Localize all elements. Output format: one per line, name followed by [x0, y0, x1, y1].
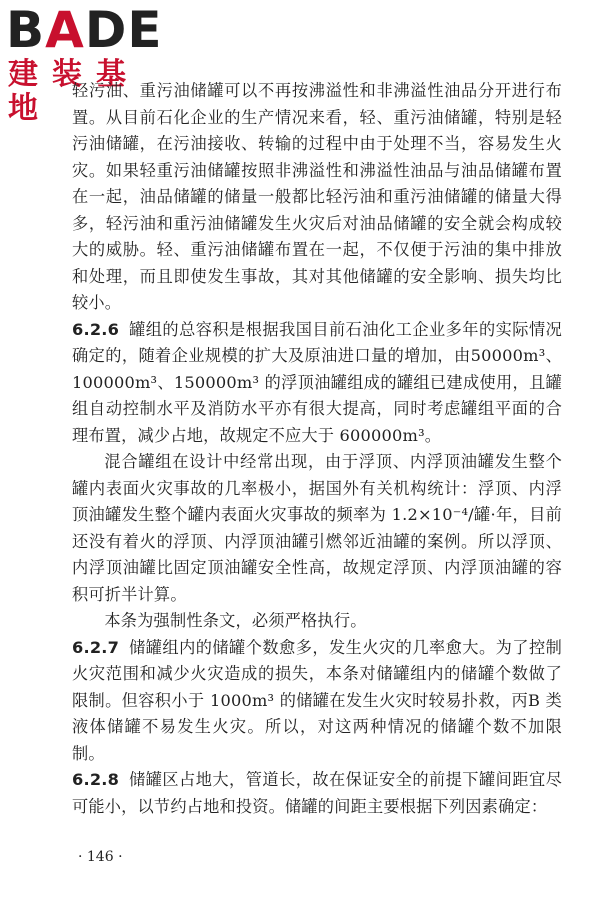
paragraph: [72, 635, 562, 768]
paragraph: [72, 317, 562, 450]
paragraph: [72, 767, 562, 820]
paragraph: [72, 449, 562, 608]
paragraph-text: 罐组的总容积是根据我国目前石油化工企业多年的实际情况确定的，随着企业规模的扩大及原油进口量的增加，由50000m³、100000m³、150000m³ 的浮顶油罐组成的罐组已建成使用，且罐组自动控制水平及消防水平亦有很大提高，同时考虑罐组平面的合理布置，减少占地，故规定不应大于 600000m³。: [72, 319, 562, 445]
page-number: · 146 ·: [78, 849, 123, 865]
paragraph-text: 轻污油、重污油储罐可以不再按沸溢性和非沸溢性油品分开进行布置。从目前石化企业的生产情况来看，轻、重污油储罐，特别是轻污油储罐，在污油接收、转输的过程中由于处理不当，容易发生火灾。如果轻重污油储罐按照非沸溢性和沸溢性油品与油品储罐布置在一起，油品储罐的储量一般都比轻污油和重污油储罐的储量大得多，轻污油和重污油储罐发生火灾后对油品储罐的安全就会构成较大的威胁。轻、重污油储罐布置在一起，不仅便于污油的集中排放和处理，而且即使发生事故，其对其他储罐的安全影响、损失均比较小。: [72, 81, 562, 312]
paragraph-text: 混合罐组在设计中经常出现，由于浮顶、内浮顶油罐发生整个罐内表面火灾事故的几率极小，据国外有关机构统计：浮顶、内浮顶油罐发生整个罐内表面火灾事故的频率为 1.2×10⁻⁴/罐·年，目前还没有着火的浮顶、内浮顶油罐引燃邻近油罐的案例。所以浮顶、内浮顶油罐比固定顶油罐安全性高，故规定浮顶、内浮顶油罐的容积可折半计算。: [72, 452, 562, 604]
logo-subtitle: 建装基地: [8, 57, 140, 126]
logo-wordmark: [6, 2, 163, 58]
logo-letters-prefix: B: [6, 1, 46, 59]
paragraph-text: 储罐区占地大，管道长，故在保证安全的前提下罐间距宜尽可能小，以节约占地和投资。储罐的间距主要根据下列因素确定：: [72, 770, 562, 816]
section-number: 6.2.6: [72, 319, 120, 339]
section-number: 6.2.7: [72, 637, 120, 657]
paragraph: [72, 608, 562, 635]
logo-letter-accent: A: [45, 1, 85, 59]
paragraph: [72, 78, 562, 317]
section-number: 6.2.8: [72, 770, 120, 789]
document-body: [72, 78, 562, 820]
paragraph-text: 储罐组内的储罐个数愈多，发生火灾的几率愈大。为了控制火灾范围和减少火灾造成的损失，本条对储罐组内的储罐个数做了限制。但容积小于 1000m³ 的储罐在发生火灾时较易扑救，丙B 类液体储罐不易发生火灾。所以，对这两种情况的储罐个数不加限制。: [72, 637, 562, 763]
paragraph-text: 本条为强制性条文，必须严格执行。: [104, 611, 367, 630]
logo-letters-suffix: DE: [84, 1, 163, 59]
